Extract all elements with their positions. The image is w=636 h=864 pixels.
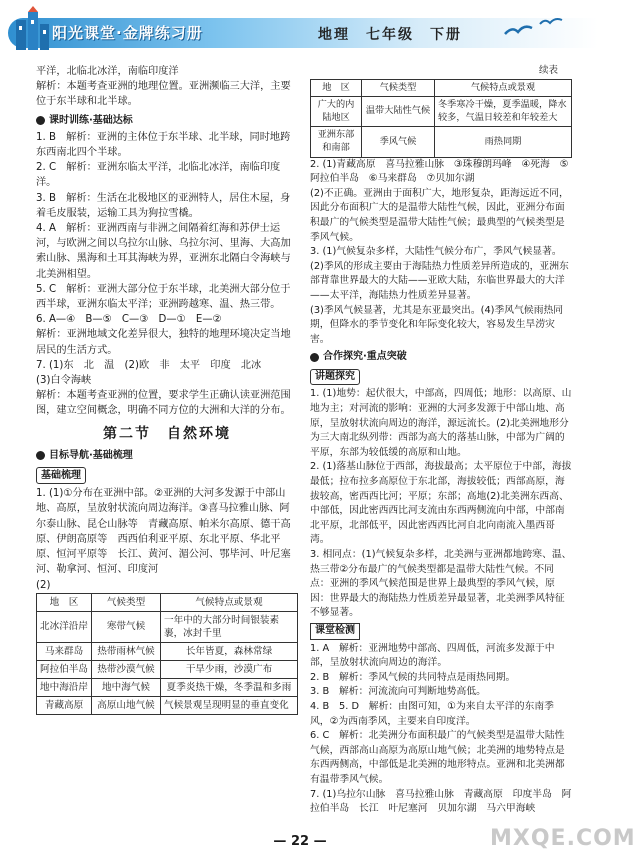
answer-item: 1. (1)地势：起伏很大，中部高，四周低；地形：以高原、山地为主；对河流的影响：亚洲的大河多发源于中部山地、高原，呈放射状流向周边的海洋，源远流长。(2)北美洲地形分为三大南北纵列带：西部为高大的落基山脉，中部为广阔的平原，东部为较低缓的高原和山地。 [310, 388, 572, 458]
answer-item: 2. (1)青藏高原 喜马拉雅山脉 ③珠穆朗玛峰 ④死海 ⑤阿拉伯半岛 ⑥马来群岛 ⑦贝加尔湖 [310, 158, 569, 185]
subject-label: 地理 七年级 下册 [318, 27, 462, 43]
section-heading: 目标导航·基础梳理 [36, 448, 298, 463]
table-row [37, 611, 298, 642]
subsection-label: 讲题探究 [310, 369, 360, 386]
intro-line: 解析：本题考查亚洲的地理位置。亚洲濒临三大洋，主要位于东半球和北半球。 [36, 81, 291, 108]
table-cell: 亚洲东部和南部 [311, 127, 362, 157]
birds-icon [500, 14, 570, 44]
table-row [311, 97, 572, 127]
section-heading: 合作探究·重点突破 [310, 350, 572, 365]
table-cell: 长年皆夏，森林常绿 [161, 642, 298, 660]
table-cell: 季风气候 [362, 127, 435, 157]
table-cell: 夏季炎热干燥，冬季温和多雨 [161, 678, 298, 696]
section-bullet-icon [310, 353, 319, 362]
answer-item: 5. C 解析：亚洲大部分位于东半球，北美洲大部分位于西半球，亚洲东临太平洋；亚洲跨越寒、温、热三带。 [36, 283, 291, 311]
answer-item: 3. 相同点：(1)气候复杂多样，北美洲与亚洲都地跨寒、温、热三带②分布最广的气候类型都是温带大陆性气候。不同点：亚洲的季风气候范围是世界上最典型的季风气候，原因：世界最大的海陆热力性质差异最显著，北美洲季风特征不够显著。 [310, 549, 572, 619]
answer-item: 7. (1)东 北 温 (2)欧 非 太平 印度 北冰 [36, 359, 262, 371]
table-row [311, 127, 572, 157]
answer-item: 6. C 解析：北美洲分布面积最广的气候类型是温带大陆性气候，西部高山高原为高原山地气候；北美洲的地势特点是东西两侧高，中部低是北美洲的地形特点。亚洲和北美洲都有温带季风气候。 [310, 730, 565, 785]
table-cell: 一年中的大部分时间银装素裹，冰封千里 [161, 611, 298, 642]
answer-item: 2. (1)落基山脉位于西部，海拔最高；太平原位于中部，海拔最低；拉布拉多高原位于东北部，海拔较低；西部高原，海拔较高，密西西比河；平原；东部；高地(2)北美洲东西高、中部低，因此密西西比河支流由东西两侧流向中部，中部南北平原，北部低平，因此密西西比河自北向南流入墨西哥湾。 [310, 461, 572, 546]
answer-item: (3)季风气候显著，尤其是东亚最突出。(4)季风气候雨热同期，但降水的季节变化和年际变化较大，容易发生旱涝灾害。 [310, 304, 564, 345]
answer-item: (3)白令海峡 [36, 375, 92, 387]
brand-title: 阳光课堂·金牌练习册 [52, 24, 203, 42]
table-cell: 气候景观呈现明显的垂直变化 [161, 696, 298, 714]
table-header: 气候类型 [362, 79, 435, 97]
answer-item: 4. B 5. D 解析：由图可知，①为来自太平洋的东南季风，②为西南季风，主要来自印度洋。 [310, 700, 554, 727]
table-row [37, 660, 298, 678]
answer-item: 1. B 解析：亚洲的主体位于东半球、北半球，同时地跨东西南北四个半球。 [36, 131, 291, 159]
table-header-row [37, 593, 298, 611]
table-cell: 地中海气候 [92, 678, 161, 696]
table-cell: 干旱少雨，沙漠广布 [161, 660, 298, 678]
table-header: 气候类型 [92, 593, 161, 611]
answer-item: 解析：本题考查亚洲的位置，要求学生正确认读亚洲范围图，建立空间概念，明确不同方位的大洲和大洋的分布。 [36, 390, 291, 417]
table-cell: 青藏高原 [37, 696, 92, 714]
castle-logo-icon [10, 6, 54, 52]
table-row [37, 696, 298, 714]
table-row [37, 642, 298, 660]
table-cell: 马来群岛 [37, 642, 92, 660]
answer-item: 解析：亚洲地域文化差异很大，独特的地理环境决定当地居民的生活方式。 [36, 329, 291, 356]
table-cell: 高原山地气候 [92, 696, 161, 714]
intro-line: 平洋，北临北冰洋，南临印度洋 [36, 66, 179, 77]
table-cell: 地中海沿岸 [37, 678, 92, 696]
section-bullet-icon [36, 116, 45, 125]
table-header: 气候特点或景观 [161, 593, 298, 611]
page-header [0, 0, 600, 62]
answer-item: 2. C 解析：亚洲东临太平洋，北临北冰洋，南临印度洋。 [36, 162, 281, 189]
table-cell: 冬季寒冷干燥，夏季温暖，降水较多，气温日较差和年较差大 [435, 97, 572, 127]
answer-item: 3. B 解析：生活在北极地区的亚洲特人，居住木屋，身着毛皮服装，运输工具为狗拉雪橇。 [36, 192, 291, 219]
section-title: 第二节 自然环境 [103, 425, 231, 442]
answer-item: (2)季风的形成主要由于海陆热力性质差异所造成的，亚洲东部背靠世界最大的大陆——亚欧大陆，东临世界最大的大洋——太平洋，海陆热力性质差异显著。 [310, 260, 569, 301]
answer-item: 7. (1)乌拉尔山脉 喜马拉雅山脉 青藏高原 印度半岛 阿拉伯半岛 长江 叶尼塞河 贝加尔湖 马六甲海峡 [310, 788, 572, 815]
answer-item: 3. (1)气候复杂多样，大陆性气候分布广，季风气候显著。 [310, 246, 562, 258]
page-number: — 22 — [273, 834, 327, 849]
table-header: 地 区 [311, 79, 362, 97]
right-column [310, 64, 572, 817]
answer-item: 2. B 解析：季风气候的共同特点是雨热同期。 [310, 671, 516, 683]
subsection-label: 课堂检测 [310, 623, 360, 640]
table-cell: 雨热同期 [435, 127, 572, 157]
table-header: 气候特点或景观 [435, 79, 572, 97]
table-row [37, 678, 298, 696]
table-header: 地 区 [37, 593, 92, 611]
table-cell: 北冰洋沿岸 [37, 611, 92, 642]
table-cell: 热带雨林气候 [92, 642, 161, 660]
answer-item: 3. B 解析：河流流向可判断地势高低。 [310, 686, 486, 698]
table-cell: 热带沙漠气候 [92, 660, 161, 678]
answer-item: (2) [36, 579, 51, 591]
climate-table-continued [310, 79, 572, 158]
subsection-label: 基础梳理 [36, 467, 86, 484]
watermark: MXQE.COM [490, 826, 636, 851]
section-bullet-icon [36, 451, 45, 460]
section-heading: 课时训练·基础达标 [36, 113, 298, 128]
table-cell: 寒带气候 [92, 611, 161, 642]
answer-item: 6. A—④ B—⑤ C—③ D—① E—② [36, 314, 222, 326]
table-cell: 广大的内陆地区 [311, 97, 362, 127]
answer-item: 1. (1)①分布在亚洲中部。②亚洲的大河多发源于中部山地、高原，呈放射状流向周边海洋。③喜马拉雅山脉、阿尔泰山脉、昆仑山脉等 青藏高原、帕米尔高原、德干高原、伊朗高原等 西西伯利亚平原、东北平原、华北平原、恒河平原等 长江、黄河、湄公河、鄂毕河、叶尼塞河、勒拿河、恒河、印度河 [36, 488, 291, 576]
climate-table [36, 593, 298, 715]
table-cell: 温带大陆性气候 [362, 97, 435, 127]
answer-item: 1. A 解析：亚洲地势中部高、四周低，河流多发源于中部，呈放射状流向周边的海洋。 [310, 642, 555, 669]
table-cell: 阿拉伯半岛 [37, 660, 92, 678]
answer-item: 4. A 解析：亚洲西南与非洲之间隔着红海和苏伊士运河，与欧洲之间以乌拉尔山脉、乌拉尔河、里海、大高加索山脉、黑海和土耳其海峡为界，亚洲东北隔白令海峡与北美洲相望。 [36, 223, 291, 280]
continued-label: 续表 [538, 65, 558, 76]
answer-item: (2)不正确。亚洲由于面积广大，地形复杂，距海远近不同，因此分布面积广大的是温带大陆性气候，因此，亚洲分布面积最广的气候类型是温带大陆性气候；最典型的气候类型是季风气候。 [310, 187, 569, 243]
table-header-row [311, 79, 572, 97]
left-column [36, 64, 298, 715]
